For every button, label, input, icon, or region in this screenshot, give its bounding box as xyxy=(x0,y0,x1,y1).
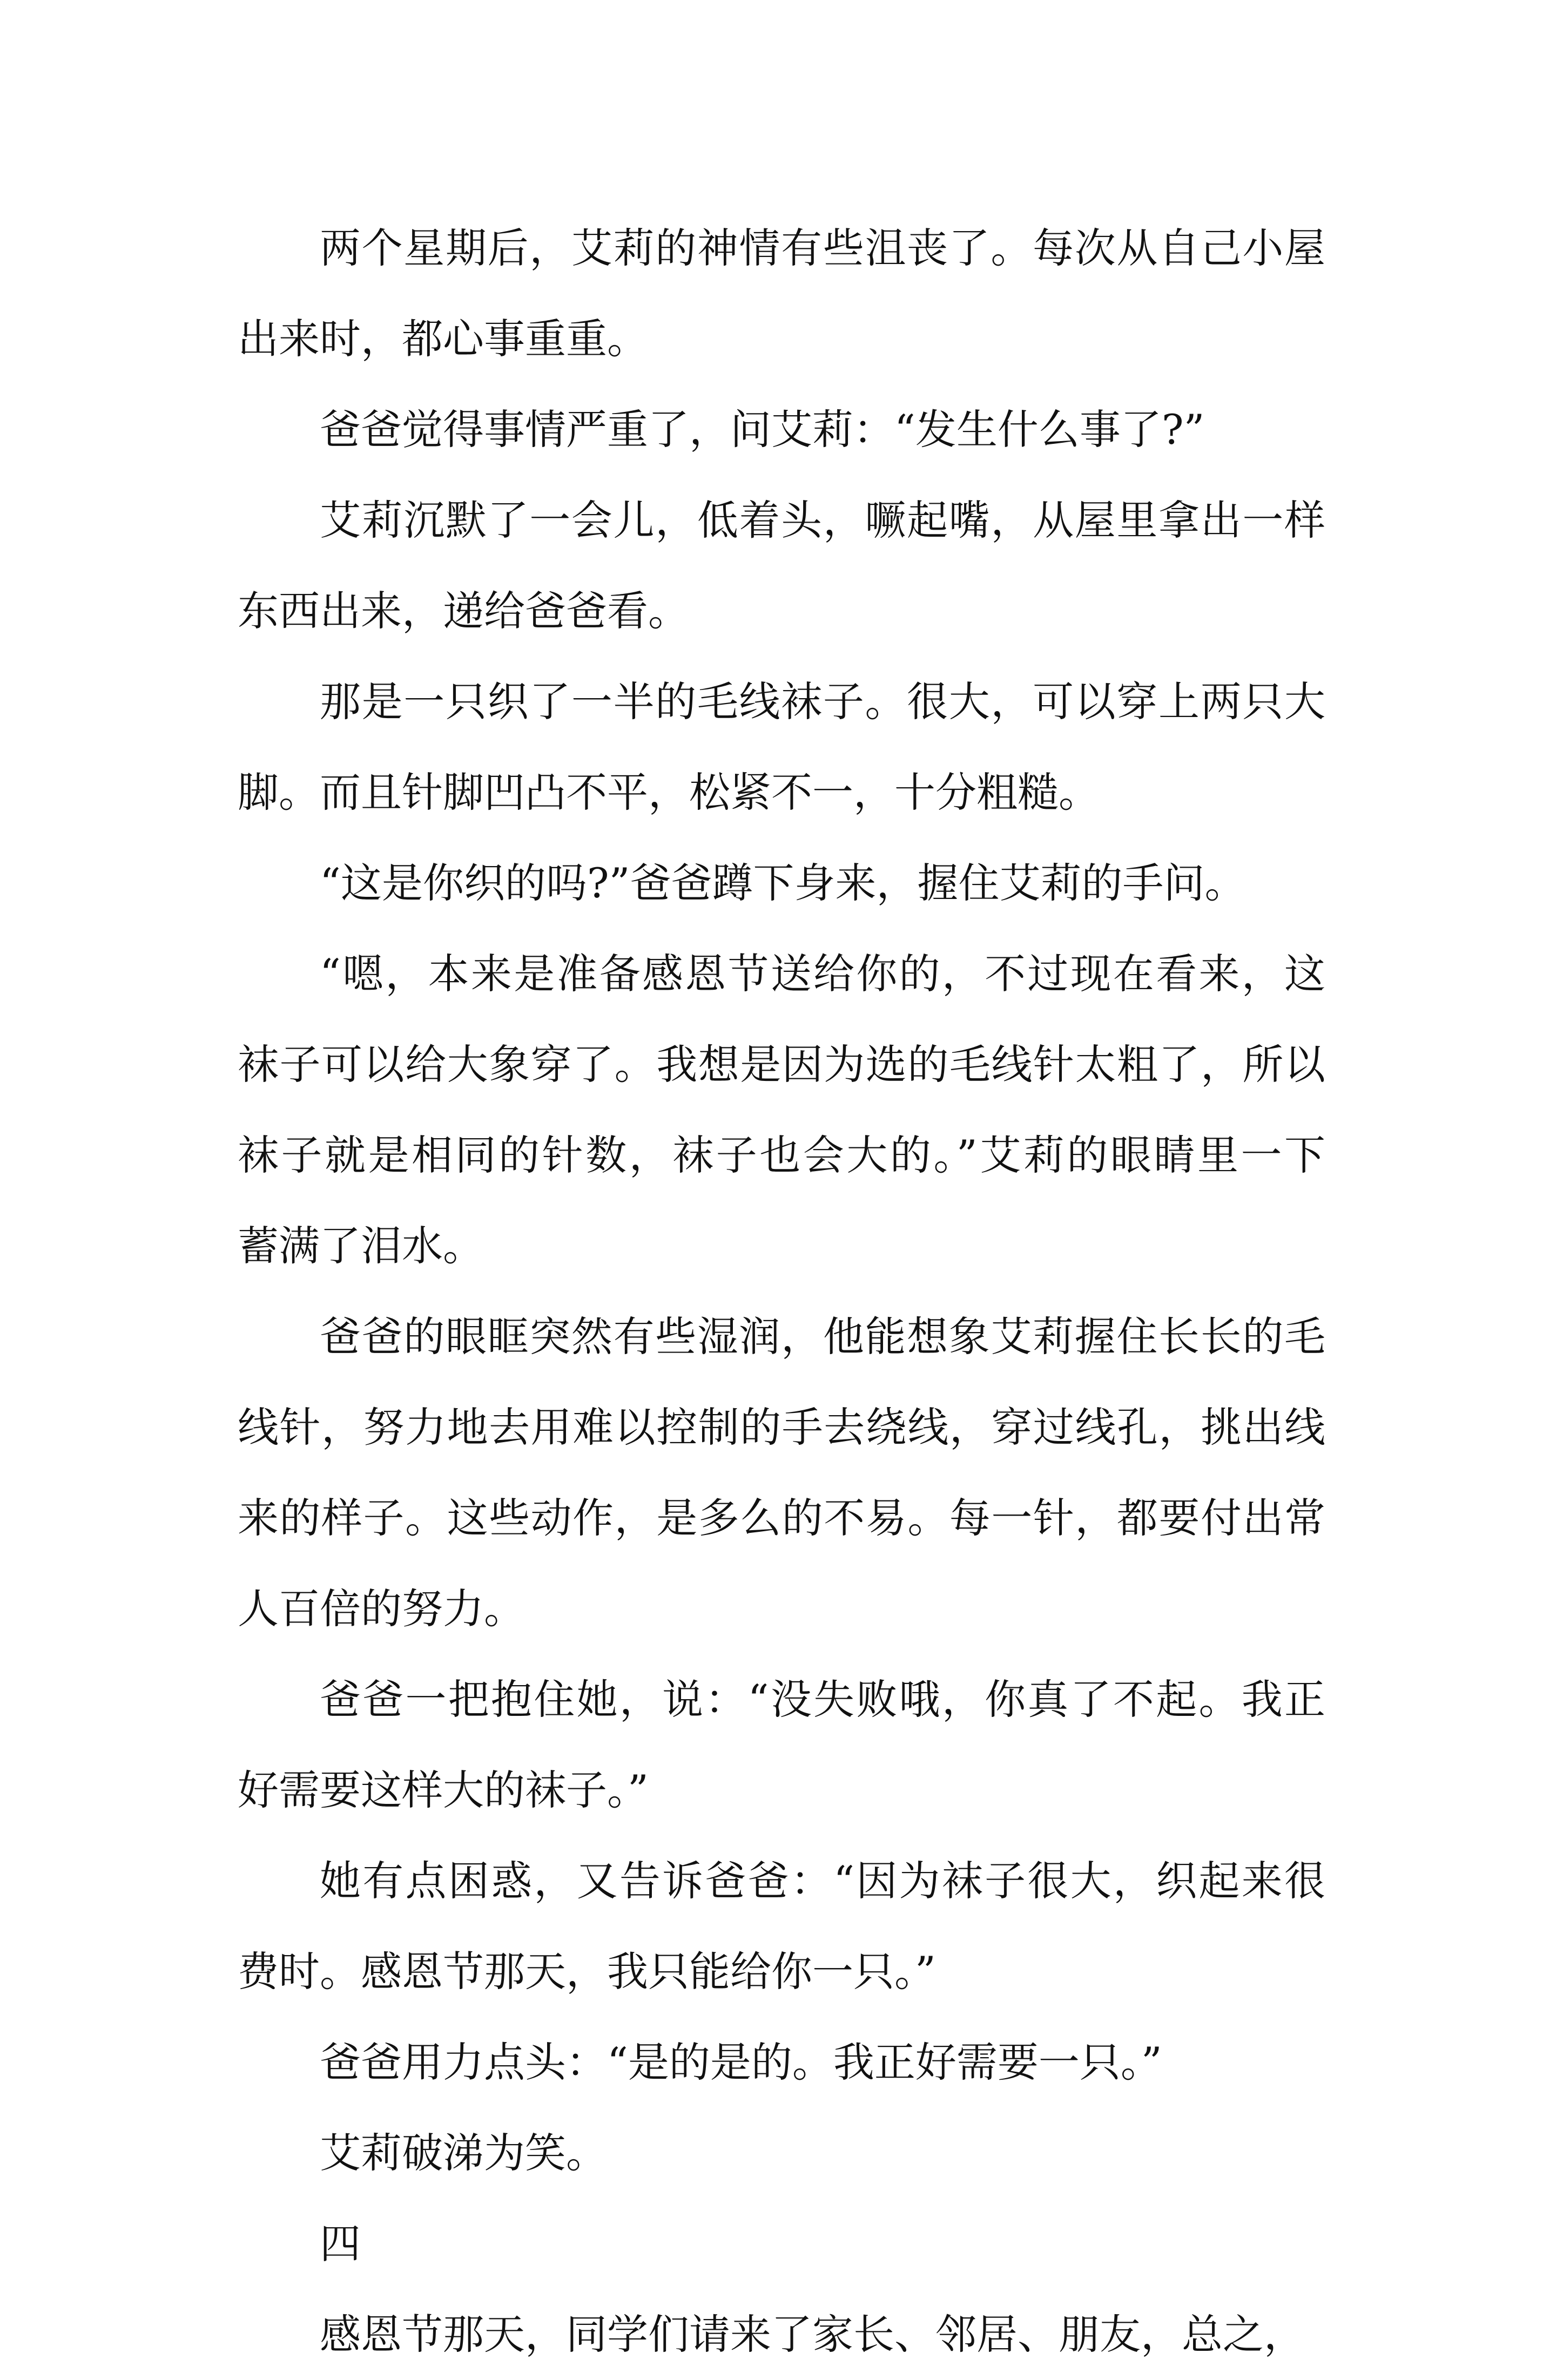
paragraph-line: 好需要这样大的袜子。” xyxy=(238,1766,649,1814)
paragraph-line: 脚。而且针脚凹凸不平，松紧不一，十分粗糙。 xyxy=(238,768,1100,816)
paragraph xyxy=(238,838,1325,929)
paragraph-line: 出来时，都心事重重。 xyxy=(238,315,648,363)
paragraph-line: 感恩节那天，同学们请来了家长、邻居、朋友，总之， xyxy=(320,2310,1305,2358)
paragraph xyxy=(238,1836,1325,2017)
paragraph xyxy=(238,929,1325,1292)
paragraph xyxy=(238,2199,1325,2289)
paragraph xyxy=(238,2108,1325,2199)
paragraph-line: 线针，努力地去用难以控制的手去绕线，穿过线孔，挑出线 xyxy=(238,1403,1325,1451)
paragraph-line: 爸爸的眼眶突然有些湿润，他能想象艾莉握住长长的毛 xyxy=(320,1313,1325,1361)
paragraph-line: 费时。感恩节那天，我只能给你一只。” xyxy=(238,1948,936,1996)
paragraph xyxy=(238,2289,1325,2380)
paragraph xyxy=(238,2017,1325,2108)
paragraph xyxy=(238,1654,1325,1836)
paragraph-line: 蓄满了泪水。 xyxy=(238,1222,484,1270)
paragraph-line: 她有点困惑，又告诉爸爸：“因为袜子很大，织起来很 xyxy=(320,1857,1325,1905)
paragraph-line: 袜子可以给大象穿了。我想是因为选的毛线针太粗了，所以 xyxy=(238,1040,1325,1088)
paragraph-line: 艾莉沉默了一会儿，低着头，噘起嘴，从屋里拿出一样 xyxy=(320,496,1325,544)
paragraph-line: 来的样子。这些动作，是多么的不易。每一针，都要付出常 xyxy=(238,1494,1325,1542)
paragraph-line: 爸爸觉得事情严重了，问艾莉：“发生什么事了?” xyxy=(320,405,1205,454)
paragraph xyxy=(238,203,1325,384)
paragraph-line: 东西出来，递给爸爸看。 xyxy=(238,587,689,635)
paragraph-line: 艾莉破涕为笑。 xyxy=(320,2129,607,2177)
paragraph-line: 爸爸一把抱住她，说：“没失败哦，你真了不起。我正 xyxy=(320,1675,1325,1723)
paragraph-line: “这是你织的吗?”爸爸蹲下身来，握住艾莉的手问。 xyxy=(320,859,1246,907)
paragraph-line: 爸爸用力点头：“是的是的。我正好需要一只。” xyxy=(320,2038,1162,2086)
body-text xyxy=(238,203,1325,2380)
paragraph-line: 人百倍的努力。 xyxy=(238,1585,525,1633)
paragraph-line: “嗯，本来是准备感恩节送给你的，不过现在看来，这 xyxy=(320,950,1325,998)
paragraph xyxy=(238,475,1325,657)
paragraph xyxy=(238,657,1325,838)
paragraph-line: 袜子就是相同的针数，袜子也会大的。”艾莉的眼睛里一下 xyxy=(238,1131,1325,1179)
paragraph-line: 那是一只织了一半的毛线袜子。很大，可以穿上两只大 xyxy=(320,678,1325,726)
paragraph-line: 四 xyxy=(320,2220,361,2268)
paragraph xyxy=(238,384,1325,475)
paragraph-line: 两个星期后，艾莉的神情有些沮丧了。每次从自己小屋 xyxy=(320,224,1325,272)
paragraph xyxy=(238,1292,1325,1654)
